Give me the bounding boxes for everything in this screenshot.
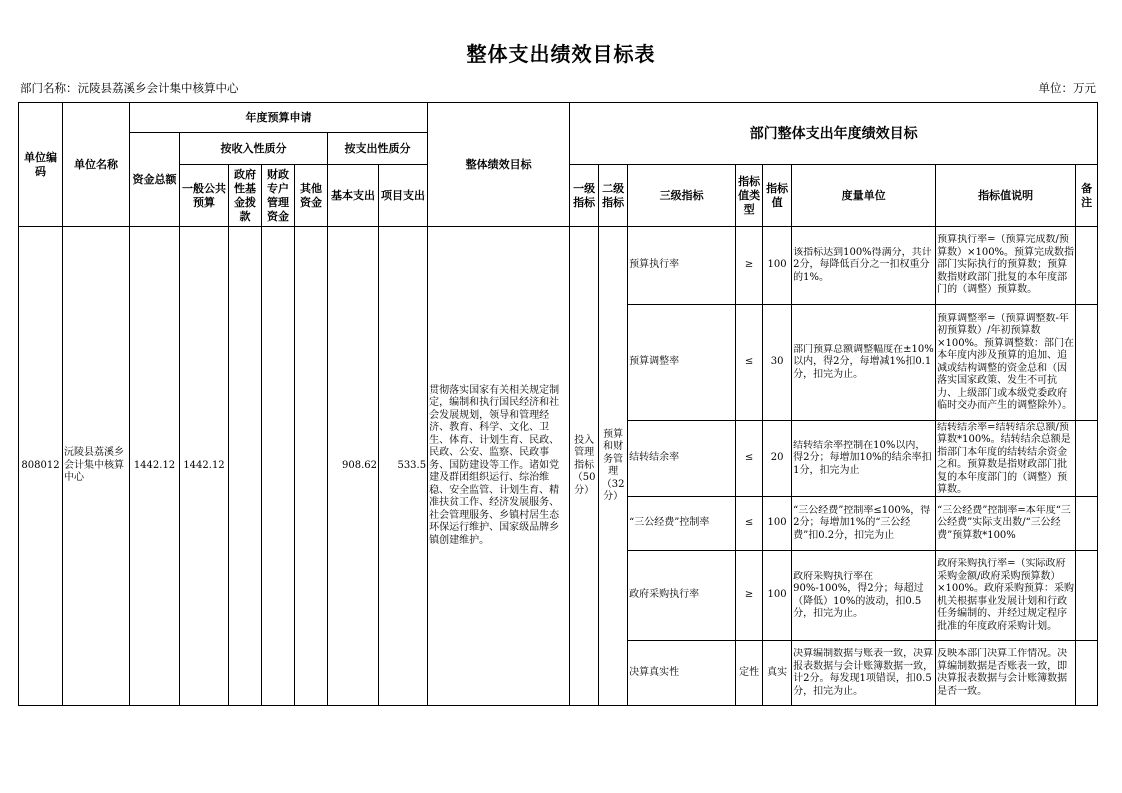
header-unit-code: 单位编码	[19, 103, 63, 227]
indicator-remark	[1076, 497, 1098, 551]
indicator-name: 政府采购执行率	[628, 551, 736, 641]
header-value-type: 指标值类型	[736, 165, 763, 227]
header-by-expense: 按支出性质分	[328, 133, 428, 165]
indicator-desc	[936, 641, 1076, 706]
header-overall-goal: 整体绩效目标	[428, 103, 570, 227]
indicator-value: 100	[763, 227, 792, 305]
indicator-measure	[792, 421, 936, 497]
indicator-measure-text: 该指标达到100%得满分，共计2分，每降低百分之一扣权重分的1%。	[793, 246, 932, 283]
indicator-desc-text: 预算调整率=（预算调整数-年初预算数）/年初预算数×100%。预算调整数：部门在本年度内涉及预算的追加、追减或结构调整的资金总和（因落实国家政策、发生不可抗力、上级部门或本级党委政府临时交办而产生的调整除外）。	[937, 312, 1075, 411]
indicator-desc-text: 预算执行率=（预算完成数/预算数）×100%。预算完成数指部门实际执行的预算数；预算数指财政部门批复的本年度部门的（调整）预算数。	[937, 234, 1075, 296]
cell-project-exp: 533.5	[379, 227, 428, 706]
header-project-exp: 项目支出	[379, 165, 428, 227]
header-general-budget: 一般公共预算	[180, 165, 229, 227]
indicator-remark	[1076, 227, 1098, 305]
indicator-type: ≤	[736, 497, 763, 551]
header-remark: 备注	[1076, 165, 1098, 227]
cell-general-budget: 1442.12	[180, 227, 229, 706]
indicator-measure	[792, 497, 936, 551]
header-unit-name: 单位名称	[63, 103, 130, 227]
header-other-fund: 其他资金	[295, 165, 328, 227]
indicator-type: ≥	[736, 551, 763, 641]
cell-unit-code: 808012	[19, 227, 63, 706]
indicator-measure	[792, 227, 936, 305]
indicator-measure	[792, 641, 936, 706]
header-measure: 度量单位	[792, 165, 936, 227]
cell-basic-exp: 908.62	[328, 227, 379, 706]
indicator-measure-text: 政府采购执行率在90%-100%，得2分；每超过（降低）10%的波动，扣0.5分，扣完为止。	[793, 570, 924, 619]
indicator-type: ≤	[736, 421, 763, 497]
indicator-value: 100	[763, 551, 792, 641]
indicator-name: 结转结余率	[628, 421, 736, 497]
indicator-remark	[1076, 305, 1098, 421]
indicator-desc-text: 反映本部门决算工作情况。决算编制数据是否账表一致，即决算报表数据与会计账簿数据是否一致。	[937, 648, 1068, 697]
page-title: 整体支出绩效目标表	[466, 42, 656, 66]
indicator-name: “三公经费”控制率	[628, 497, 736, 551]
cell-special-fund	[262, 227, 295, 706]
indicator-measure-text: 决算编制数据与账表一致，决算报表数据与会计账簿数据一致，计2分。每发现1项错误，扣0.5分，扣完为止。	[793, 648, 934, 697]
header-level3: 三级指标	[628, 165, 736, 227]
cell-level2: 预算和财务管理（32分）	[599, 227, 628, 706]
header-total-funds: 资金总额	[130, 133, 180, 227]
indicator-desc	[936, 305, 1076, 421]
indicator-remark	[1076, 421, 1098, 497]
header-gov-fund: 政府性基金拨款	[229, 165, 262, 227]
indicator-remark	[1076, 551, 1098, 641]
indicator-name: 决算真实性	[628, 641, 736, 706]
indicator-remark	[1076, 641, 1098, 706]
cell-total-funds: 1442.12	[130, 227, 180, 706]
header-special-fund: 财政专户管理资金	[262, 165, 295, 227]
indicator-value: 30	[763, 305, 792, 421]
indicator-desc-text: 政府采购执行率=（实际政府采购金额/政府采购预算数）×100%。政府采购预算：采购机关根据事业发展计划和行政任务编制的、并经过规定程序批准的年度政府采购计划。	[937, 558, 1075, 632]
indicator-type: ≥	[736, 227, 763, 305]
header-level2: 二级指标	[599, 165, 628, 227]
indicator-value: 100	[763, 497, 792, 551]
cell-unit-name: 沅陵县荔溪乡会计集中核算中心	[63, 227, 130, 706]
indicator-value: 20	[763, 421, 792, 497]
indicator-desc	[936, 227, 1076, 305]
cell-gov-fund	[229, 227, 262, 706]
indicator-measure-text: 部门预算总额调整幅度在±10%以内，得2分，每增减1%扣0.1分，扣完为止。	[793, 343, 934, 380]
indicator-desc-text: 结转结余率=结转结余总额/预算数*100%。结转结余总额是指部门本年度的结转结余资金之和。预算数是指财政部门批复的本年度部门的（调整）预算数。	[937, 421, 1071, 495]
header-by-income: 按收入性质分	[180, 133, 328, 165]
performance-table	[18, 102, 1098, 706]
indicator-desc-text: “三公经费”控制率=本年度“三公经费”实际支出数/“三公经费”预算数*100%	[937, 504, 1071, 541]
indicator-measure-text: 结转结余率控制在10%以内，得2分；每增加10%的结余率扣1分，扣完为止	[793, 439, 932, 476]
cell-other-fund	[295, 227, 328, 706]
indicator-desc	[936, 421, 1076, 497]
department-name: 部门名称：沅陵县荔溪乡会计集中核算中心	[20, 81, 239, 95]
indicator-measure-text: “三公经费”控制率≤100%，得2分；每增加1%的“三公经费”扣0.2分，扣完为止	[793, 504, 931, 541]
indicator-type: 定性	[736, 641, 763, 706]
header-annual-budget: 年度预算申请	[130, 103, 428, 133]
cell-level1: 投入管理指标（50分）	[570, 227, 599, 706]
unit-label: 单位：万元	[1038, 81, 1096, 95]
header-level1: 一级指标	[570, 165, 599, 227]
header-value: 指标值	[763, 165, 792, 227]
indicator-desc	[936, 551, 1076, 641]
indicator-measure	[792, 551, 936, 641]
indicator-type: ≤	[736, 305, 763, 421]
indicator-name: 预算调整率	[628, 305, 736, 421]
indicator-name: 预算执行率	[628, 227, 736, 305]
header-dept-goal: 部门整体支出年度绩效目标	[570, 103, 1098, 165]
header-basic-exp: 基本支出	[328, 165, 379, 227]
cell-overall-goal: 贯彻落实国家有关相关规定制定，编制和执行国民经济和社会发展规划，领导和管理经济、教育、科学、文化、卫生、体育、计划生育、民政、民政、公安、监察、民政事务、国防建设等工作。诸如党建及群团组织运行、综治维稳、安全监管、计划生育、精准扶贫工作、经济发展服务、社会管理服务、乡镇村居生态环保运行维护、国家级品牌乡镇创建维护。	[428, 227, 570, 706]
indicator-value: 真实	[763, 641, 792, 706]
indicator-measure	[792, 305, 936, 421]
header-desc: 指标值说明	[936, 165, 1076, 227]
indicator-desc	[936, 497, 1076, 551]
